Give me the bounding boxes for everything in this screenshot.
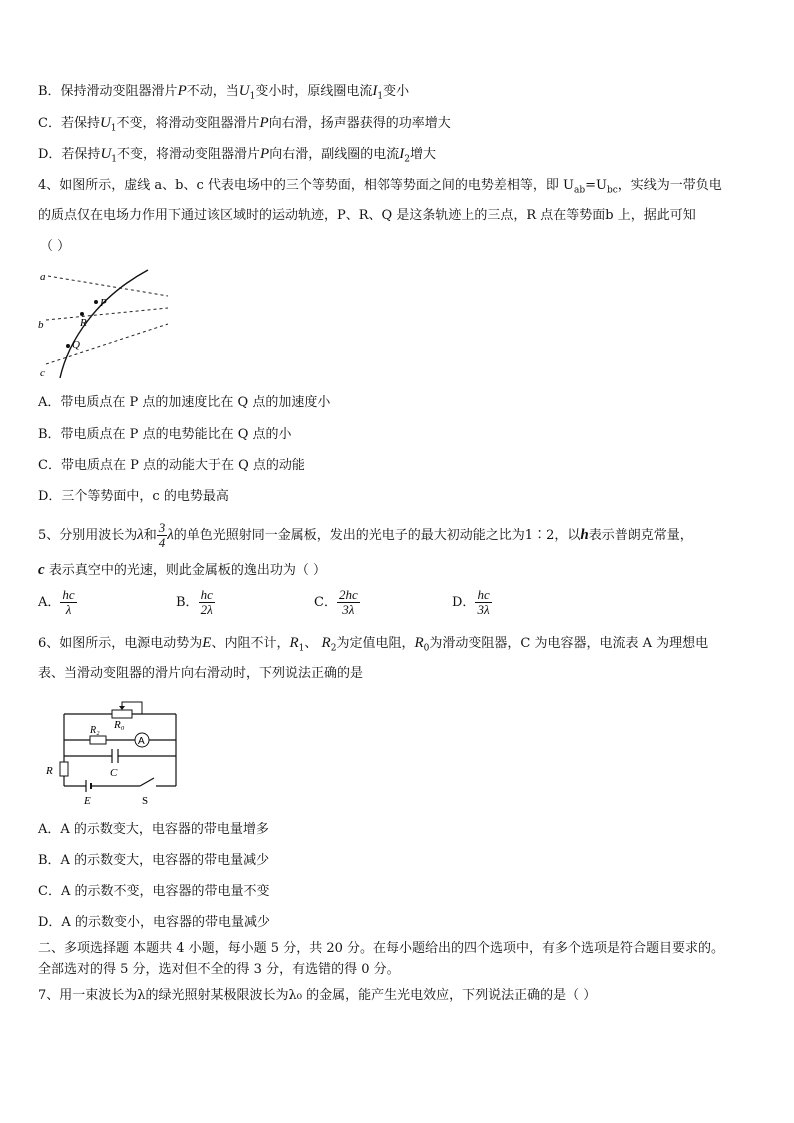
label-b: b (38, 319, 44, 331)
q4-option-c: C．带电质点在 P 点的动能大于在 Q 点的动能 (38, 458, 305, 473)
resistor-r2 (90, 736, 106, 744)
equipotential-b (46, 308, 168, 320)
label-a: a (40, 271, 46, 283)
q5-option-a: A． $\frac{hc}{\lambda}$ (38, 587, 75, 617)
q4-stem-line2: 的质点仅在电场力作用下通过该区域时的运动轨迹，P、R、Q 是这条轨迹上的三点，R 点在等势面b 上，据此可知 (38, 208, 696, 223)
label-e: E (84, 795, 91, 806)
q3-option-b: B．保持滑动变阻器滑片P不动，当$U_1$变小时，原线圈电流$I_1$变小 (38, 83, 410, 102)
q6-option-d: D．A 的示数变小，电容器的带电量减少 (38, 915, 270, 930)
q6-option-a: A．A 的示数变大，电容器的带电量增多 (38, 822, 269, 837)
q6-circuit-figure (44, 696, 184, 806)
rheostat-r0 (112, 710, 132, 718)
q4-answer-bracket: （ ） (40, 239, 71, 254)
q5-option-b: B． $\frac{hc}{2\lambda}$ (176, 587, 213, 617)
q3-option-d: D．若保持$U_1$不变，将滑动变阻器滑片P向右滑，副线圈的电流$I_2$增大 (38, 146, 436, 165)
q4-stem-line1: 4、如图所示，虚线 a、b、c 代表电场中的三个等势面，相邻等势面之间的电势差相等，即 $U_{ab}=U_{bc}$，实线为一带负电 (38, 178, 722, 196)
label-s: S (142, 795, 149, 806)
section2-heading-line2: 全部选对的得 5 分，选对但不全的得 3 分，有选错的得 0 分。 (38, 962, 400, 977)
q6-stem-line1: 6、如图所示，电源电动势为E、内阻不计，$R_1$、 $R_2$为定值电阻，$R_0$为滑动变阻器，C 为电容器，电流表 A 为理想电 (38, 635, 709, 654)
q6-option-c: C．A 的示数不变，电容器的带电量不变 (38, 884, 270, 899)
point-p (94, 300, 98, 304)
label-r0: R₀ (114, 719, 125, 731)
point-r (80, 312, 84, 316)
q4-option-a: A．带电质点在 P 点的加速度比在 Q 点的加速度小 (38, 395, 331, 410)
q4-option-d: D．三个等势面中，c 的电势最高 (38, 489, 229, 504)
q5-stem-line1: 5、分别用波长为λ和 $\frac{3}{4}$ λ的单色光照射同一金属板，发出的光电子的最大初动能之比为1∶2，以h表示普朗克常量， (38, 520, 693, 550)
q3-option-c: C．若保持$U_1$不变，将滑动变阻器滑片P向右滑，扬声器获得的功率增大 (38, 115, 451, 134)
q4-equipotential-figure (36, 262, 176, 382)
q5-option-d: D． $\frac{hc}{3\lambda}$ (452, 587, 490, 617)
q6-stem-line2: 表、当滑动变阻器的滑片向右滑动时，下列说法正确的是 (38, 666, 364, 681)
resistor-r1 (60, 762, 68, 776)
fraction-three-quarters: $\frac{3}{4}$ (158, 520, 166, 550)
point-q (66, 344, 70, 348)
switch-s (140, 778, 154, 786)
label-r1: R (46, 765, 53, 777)
q7-stem-line1: 7、用一束波长为λ的绿光照射某极限波长为λ₀ 的金属，能产生光电效应，下列说法正确的是（ ） (38, 988, 597, 1003)
q6-option-b: B．A 的示数变大，电容器的带电量减少 (38, 853, 270, 868)
q5-option-c: C． $\frac{2hc}{3\lambda}$ (314, 587, 358, 617)
label-p: P (100, 297, 107, 309)
label-r: R (80, 317, 87, 329)
label-c: c (40, 367, 45, 379)
label-c: C (110, 767, 118, 779)
trajectory-curve (60, 270, 148, 378)
label-ammeter: A (138, 736, 145, 747)
label-r2: R₂ (90, 725, 100, 736)
equipotential-a (48, 276, 168, 296)
q5-stem-line2: c 表示真空中的光速，则此金属板的逸出功为（ ） (38, 562, 326, 578)
section2-heading-line1: 二、多项选择题 本题共 4 小题，每小题 5 分，共 20 分。在每小题给出的四个选项中，有多个选项是符合题目要求的。 (38, 941, 725, 956)
label-q: Q (72, 339, 80, 351)
q4-option-b: B．带电质点在 P 点的电势能比在 Q 点的小 (38, 427, 292, 442)
equipotential-c (46, 324, 168, 364)
